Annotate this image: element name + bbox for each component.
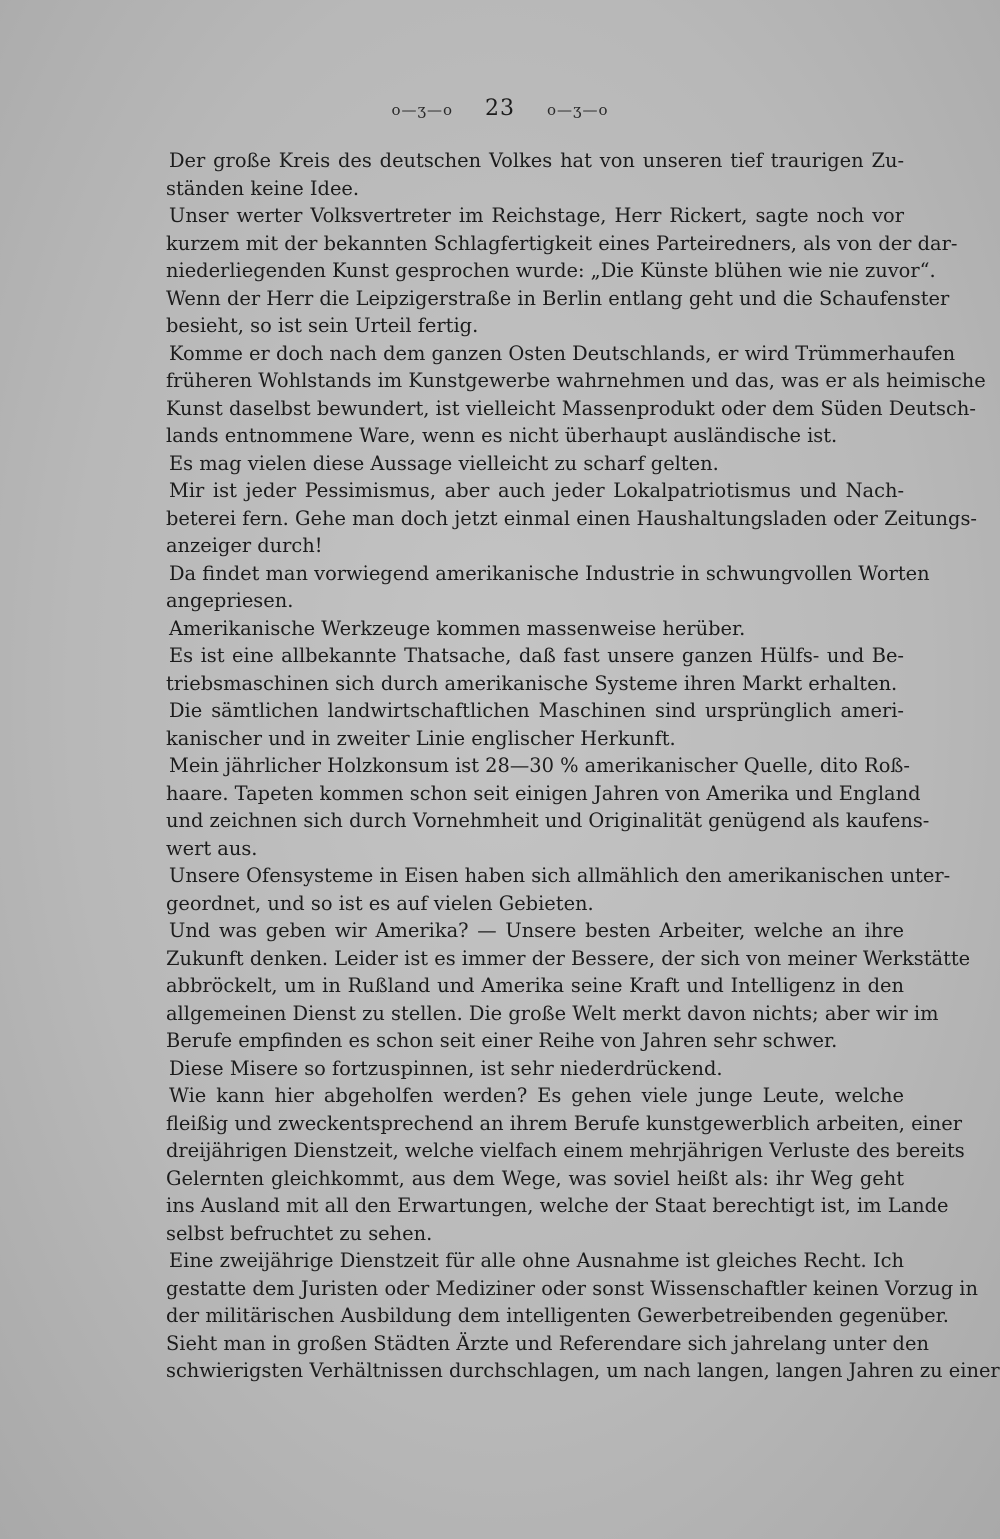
text-line: Der große Kreis des deutschen Volkes hat von unseren tief traurigen Zu- [169,149,904,172]
text-line: Wenn der Herr die Leipzigerstraße in Berlin entlang geht und die Schaufenster [166,286,950,310]
text-line: beterei fern. Gehe man doch jetzt einmal einen Haushaltungsladen oder Zeitungs- [166,506,977,530]
text-line: Diese Misere so fortzuspinnen, ist sehr niederdrückend. [169,1056,723,1080]
text-line: Komme er doch nach dem ganzen Osten Deutschlands, er wird Trümmerhaufen [169,341,956,365]
text-line: und zeichnen sich durch Vornehmheit und Originalität genügend als kaufens- [166,809,930,832]
text-line: anzeiger durch! [166,534,323,557]
text-line: Es ist eine allbekannte Thatsache, daß fast unsere ganzen Hülfs- und Be- [169,644,904,667]
text-line: Eine zweijährige Dienstzeit für alle ohne Ausnahme ist gleiches Recht. Ich [169,1249,904,1272]
text-line: wert aus. [166,836,258,860]
text-line: abbröckelt, um in Rußland und Amerika seine Kraft und Intelligenz in den [166,974,904,997]
text-line: Kunst daselbst bewundert, ist vielleicht Massenprodukt oder dem Süden Deutsch- [166,396,976,420]
text-line: besieht, so ist sein Urteil fertig. [166,314,479,337]
left-ornament: o—ʒ—o [391,101,454,119]
text-line: der militärischen Ausbildung dem intelligenten Gewerbetreibenden gegenüber. [166,1304,949,1327]
text-line: Da findet man vorwiegend amerikanische Industrie in schwungvollen Worten [169,561,930,585]
text-line: Wie kann hier abgeholfen werden? Es gehen viele junge Leute, welche [169,1084,904,1107]
text-line: ständen keine Idee. [166,176,360,200]
page-number: 23 [485,96,515,121]
page-header [0,96,1000,121]
text-line: geordnet, und so ist es auf vielen Gebieten. [166,891,594,915]
text-line: Es mag vielen diese Aussage vielleicht zu scharf gelten. [169,451,719,475]
text-line: dreijährigen Dienstzeit, welche vielfach einem mehrjährigen Verluste des bereits [166,1139,965,1162]
text-line: Mir ist jeder Pessimismus, aber auch jeder Lokalpatriotismus und Nach- [169,479,904,502]
text-line: Unsere Ofensysteme in Eisen haben sich allmählich den amerikanischen unter- [169,864,951,887]
right-ornament: o—ʒ—o [546,101,609,119]
text-line: Mein jährlicher Holzkonsum ist 28—30 % amerikanischer Quelle, dito Roß- [169,754,910,777]
text-line: haare. Tapeten kommen schon seit einigen Jahren von Amerika und England [166,781,921,805]
text-line: kurzem mit der bekannten Schlagfertigkeit eines Parteiredners, als von der dar- [166,231,958,255]
text-line: Unser werter Volksvertreter im Reichstage, Herr Rickert, sagte noch vor [169,204,904,227]
text-line: selbst befruchtet zu sehen. [166,1221,433,1245]
text-line: kanischer und in zweiter Linie englischer Herkunft. [166,726,676,750]
body-text [166,147,1000,1385]
text-line: früheren Wohlstands im Kunstgewerbe wahrnehmen und das, was er als heimische [166,369,986,392]
text-line: Berufe empfinden es schon seit einer Reihe von Jahren sehr schwer. [166,1029,838,1052]
text-line: Gelernten gleichkommt, aus dem Wege, was soviel heißt als: ihr Weg geht [166,1166,904,1190]
text-line: ins Ausland mit all den Erwartungen, welche der Staat berechtigt ist, im Lande [166,1194,949,1217]
text-line: triebsmaschinen sich durch amerikanische Systeme ihren Markt erhalten. [166,671,898,695]
text-line: gestatte dem Juristen oder Mediziner oder sonst Wissenschaftler keinen Vorzug in [166,1276,979,1300]
text-line: Amerikanische Werkzeuge kommen massenweise herüber. [169,616,746,640]
text-line: Zukunft denken. Leider ist es immer der Bessere, der sich von meiner Werkstätte [166,946,971,970]
text-line: lands entnommene Ware, wenn es nicht überhaupt ausländische ist. [166,424,838,447]
text-line: fleißig und zweckentsprechend an ihrem Berufe kunstgewerblich arbeiten, einer [166,1111,962,1135]
text-line: Die sämtlichen landwirtschaftlichen Maschinen sind ursprünglich ameri- [169,699,904,722]
text-line: schwierigsten Verhältnissen durchschlagen, um nach langen, langen Jahren zu einer [166,1359,1000,1382]
text-line: Und was geben wir Amerika? — Unsere besten Arbeiter, welche an ihre [169,919,904,942]
text-line: Sieht man in großen Städten Ärzte und Referendare sich jahrelang unter den [166,1331,929,1355]
text-line: niederliegenden Kunst gesprochen wurde: „Die Künste blühen wie nie zuvor“. [166,259,936,282]
text-line: angepriesen. [166,589,294,612]
text-line: allgemeinen Dienst zu stellen. Die große Welt merkt davon nichts; aber wir im [166,1001,939,1025]
